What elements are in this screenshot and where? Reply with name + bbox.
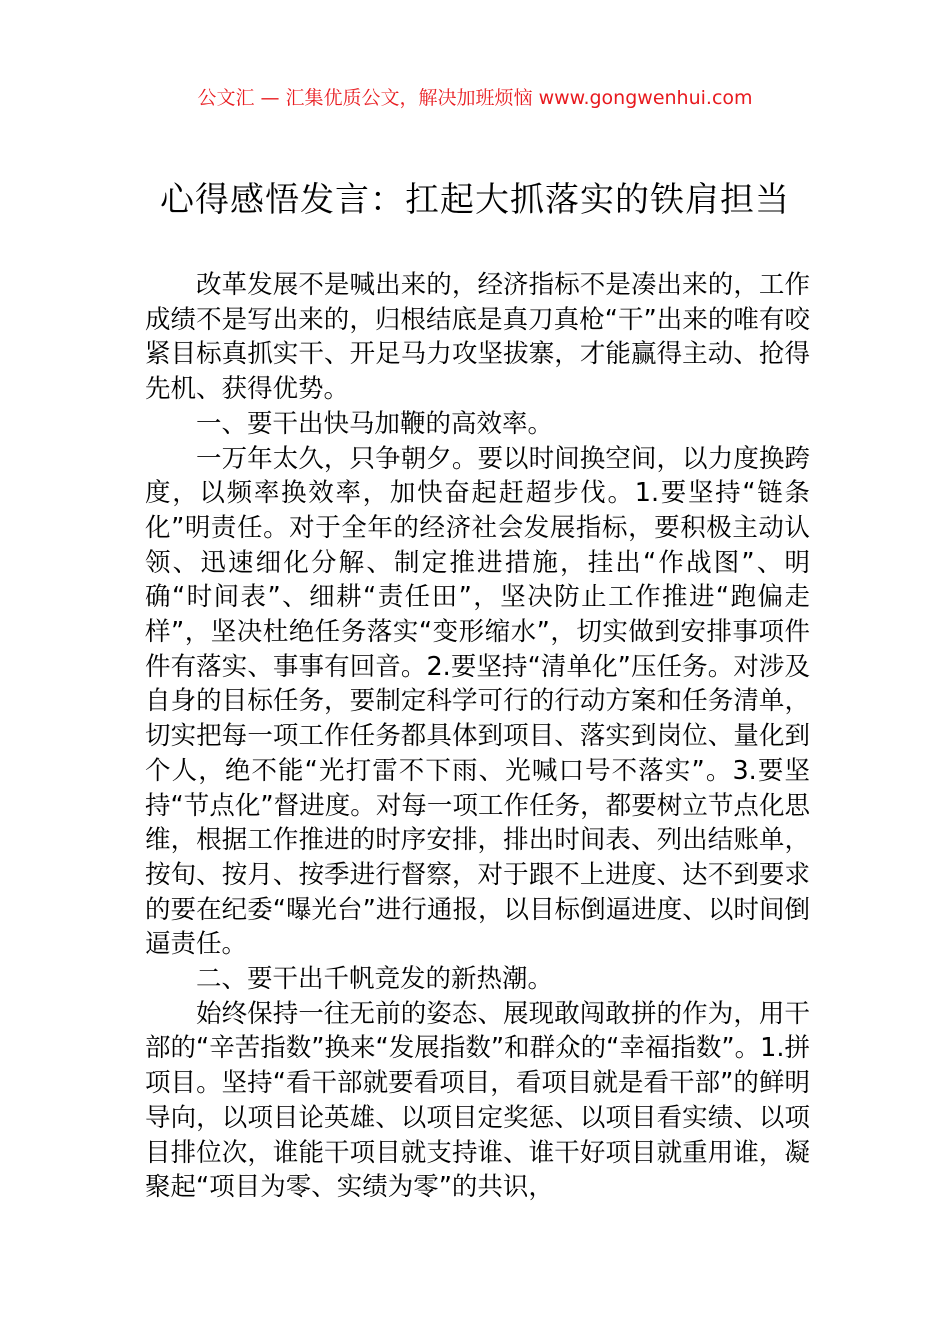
paragraph-intro: 改革发展不是喊出来的，经济指标不是凑出来的，工作成绩不是写出来的，归根结底是真刀真枪“干”出来的唯有咬紧目标真抓实干、开足马力攻坚拔寨，才能赢得主动、抢得先机、获得优势。: [145, 270, 810, 405]
section-heading-2: 二、要干出千帆竞发的新热潮。: [196, 964, 554, 995]
paragraph-section-1: 一万年太久，只争朝夕。要以时间换空间，以力度换跨度，以频率换效率，加快奋起赶超步伐。1.要坚持“链条化”明责任。对于全年的经济社会发展指标，要积极主动认领、迅速细化分解、制定推进措施，挂出“作战图”、明确“时间表”、细耕“责任田”，坚决防止工作推进“跑偏走样”，坚决杜绝任务落实“变形缩水”，切实做到安排事项件件有落实、事事有回音。2.要坚持“清单化”压任务。对涉及自身的目标任务，要制定科学可行的行动方案和任务清单，切实把每一项工作任务都具体到项目、落实到岗位、量化到个人，绝不能“光打雷不下雨、光喊口号不落实”。3.要坚持“节点化”督进度。对每一项工作任务，都要树立节点化思维，根据工作推进的时序安排，排出时间表、列出结账单，按旬、按月、按季进行督察，对于跟不上进度、达不到要求的要在纪委“曝光台”进行通报，以目标倒逼进度、以时间倒逼责任。: [145, 443, 810, 960]
document-body: [145, 268, 810, 1205]
document-title: 心得感悟发言：扛起大抓落实的铁肩担当: [160, 180, 790, 220]
paragraph-section-2: 始终保持一往无前的姿态、展现敢闯敢拼的作为，用干部的“辛苦指数”换来“发展指数”和群众的“幸福指数”。1.拼项目。坚持“看干部就要看项目，看项目就是看干部”的鲜明导向，以项目论英雄、以项目定奖惩、以项目看实绩、以项目排位次，谁能干项目就支持谁、谁干好项目就重用谁，凝聚起“项目为零、实绩为零”的共识，: [145, 998, 810, 1203]
site-banner: 公文汇 — 汇集优质公文，解决加班烦恼 www.gongwenhui.com: [197, 87, 753, 109]
section-heading-1: 一、要干出快马加鞭的高效率。: [196, 408, 554, 439]
